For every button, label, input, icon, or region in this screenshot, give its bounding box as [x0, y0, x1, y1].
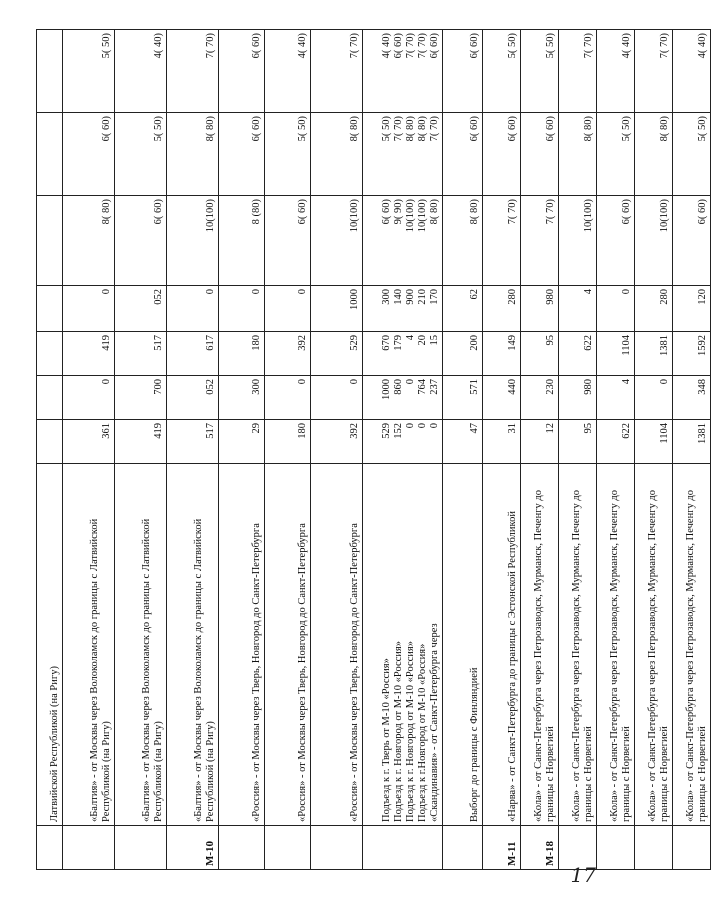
table-row — [559, 30, 597, 870]
cell-value: 622 — [582, 335, 594, 351]
value-cell-c4 — [115, 286, 167, 332]
value-cell-c1 — [673, 420, 711, 464]
cell-value: 0 — [100, 289, 112, 295]
value-cell-c4 — [37, 286, 63, 332]
cell-value: 7( 70) — [658, 33, 670, 59]
value-cell-c5 — [265, 196, 311, 286]
cell-value: 170 — [429, 289, 440, 305]
value-cell-c7 — [311, 30, 363, 113]
cell-value: 419 — [152, 423, 164, 439]
value-cell-c7 — [265, 30, 311, 113]
cell-value: 980 — [582, 379, 594, 395]
cell-value: 1381 — [658, 335, 670, 356]
value-cell-c3 — [115, 332, 167, 376]
road-code — [265, 826, 311, 870]
cell-value: 4 — [620, 379, 632, 385]
road-description — [219, 464, 265, 826]
cell-value: 6( 60) — [696, 199, 708, 225]
value-cell-c7 — [483, 30, 521, 113]
value-cell-c5 — [483, 196, 521, 286]
value-cell-c3 — [265, 332, 311, 376]
cell-value: 280 — [506, 289, 518, 305]
value-cell-c1 — [219, 420, 265, 464]
cell-value: 0 — [429, 423, 440, 429]
road-code — [311, 826, 363, 870]
description-line: «Россия» - от Москвы через Тверь, Новгород до Санкт-Петербурга — [296, 523, 308, 822]
value-cell-c5 — [311, 196, 363, 286]
cell-value: 7( 70) — [417, 33, 428, 59]
value-cell-c1 — [559, 420, 597, 464]
value-cell-c1 — [63, 420, 115, 464]
road-description — [443, 464, 483, 826]
cell-value: 29 — [250, 423, 262, 434]
cell-value: 6( 60) — [393, 33, 404, 59]
roads-table — [36, 29, 711, 870]
cell-value: 10(100) — [405, 199, 416, 233]
value-cell-c7 — [559, 30, 597, 113]
cell-value: 6( 60) — [250, 33, 262, 59]
value-cell-c6 — [37, 113, 63, 196]
value-cell-c5 — [63, 196, 115, 286]
description-line: «Кола» - от Санкт-Петербурга через Петрозаводск, Мурманск, Печенгу до границы с Норвегией — [646, 490, 670, 822]
cell-value: 6( 60) — [250, 116, 262, 142]
value-cell-c6 — [167, 113, 219, 196]
value-cell-c2 — [521, 376, 559, 420]
cell-value: 62 — [468, 289, 480, 300]
value-cell-c2 — [265, 376, 311, 420]
road-description — [37, 464, 63, 826]
value-cell-c3 — [483, 332, 521, 376]
road-code — [115, 826, 167, 870]
cell-value: 392 — [348, 423, 360, 439]
cell-value: 300 — [250, 379, 262, 395]
road-description — [521, 464, 559, 826]
table-row — [635, 30, 673, 870]
description-line: «Балтия» - от Москвы через Волоколамск до границы с Латвийской Республикой (на Ригу) — [192, 518, 216, 822]
value-cell-c2 — [219, 376, 265, 420]
value-cell-c6 — [521, 113, 559, 196]
cell-value: 6( 60) — [100, 116, 112, 142]
road-code — [673, 826, 711, 870]
cell-value: 1592 — [696, 335, 708, 356]
value-cell-c5 — [597, 196, 635, 286]
cell-value: 230 — [544, 379, 556, 395]
value-cell-c7 — [219, 30, 265, 113]
description-line: «Кола» - от Санкт-Петербурга через Петрозаводск, Мурманск, Печенгу до границы с Норвегией — [684, 490, 708, 822]
value-cell-c3 — [443, 332, 483, 376]
description-line: Латвийской Республикой (на Ригу) — [48, 666, 60, 822]
cell-value: 392 — [296, 335, 308, 351]
value-cell-c2 — [363, 376, 443, 420]
value-cell-c5 — [443, 196, 483, 286]
road-description — [559, 464, 597, 826]
value-cell-c5 — [37, 196, 63, 286]
cell-value: 6( 60) — [429, 33, 440, 59]
value-cell-c4 — [483, 286, 521, 332]
cell-value: 1000 — [381, 379, 392, 400]
cell-value: 8( 80) — [417, 116, 428, 142]
value-cell-c6 — [115, 113, 167, 196]
value-cell-c3 — [363, 332, 443, 376]
cell-value: 361 — [100, 423, 112, 439]
value-cell-c4 — [265, 286, 311, 332]
table-row — [311, 30, 363, 870]
cell-value: 5( 50) — [152, 116, 164, 142]
table-row — [265, 30, 311, 870]
cell-value: 0 — [417, 423, 428, 429]
cell-value: 95 — [582, 423, 594, 434]
value-cell-c7 — [63, 30, 115, 113]
table-row — [37, 30, 63, 870]
cell-value: 7( 70) — [348, 33, 360, 59]
cell-value: 4( 40) — [152, 33, 164, 59]
cell-value: 529 — [348, 335, 360, 351]
table-body — [37, 30, 711, 870]
description-line: Подъезд к г. Тверь от М-10 «Россия» — [380, 658, 392, 822]
cell-value: 95 — [544, 335, 556, 346]
value-cell-c7 — [167, 30, 219, 113]
cell-value: 7( 70) — [204, 33, 216, 59]
cell-value: 5( 50) — [100, 33, 112, 59]
cell-value: 152 — [393, 423, 404, 439]
road-description — [167, 464, 219, 826]
table-row — [363, 30, 443, 870]
value-cell-c4 — [363, 286, 443, 332]
value-cell-c3 — [559, 332, 597, 376]
description-line: «Скандинавия» - от Санкт-Петербурга через — [428, 623, 440, 822]
description-line: Подъезд к г. Новгород от М-10 «Россия» — [392, 640, 404, 822]
cell-value: 700 — [152, 379, 164, 395]
road-description — [635, 464, 673, 826]
cell-value: 12 — [544, 423, 556, 434]
value-cell-c5 — [521, 196, 559, 286]
description-line: «Кола» - от Санкт-Петербурга через Петрозаводск, Мурманск, Печенгу до границы с Норвегией — [608, 490, 632, 822]
cell-value: 179 — [393, 335, 404, 351]
cell-value: 4( 40) — [620, 33, 632, 59]
road-code: М-11 — [483, 826, 521, 870]
value-cell-c6 — [559, 113, 597, 196]
road-code — [443, 826, 483, 870]
value-cell-c6 — [311, 113, 363, 196]
value-cell-c4 — [443, 286, 483, 332]
cell-value: 980 — [544, 289, 556, 305]
description-line: «Россия» - от Москвы через Тверь, Новгород до Санкт-Петербурга — [250, 523, 262, 822]
cell-value: 0 — [204, 289, 216, 295]
cell-value: 052 — [152, 289, 164, 305]
cell-value: 8( 80) — [405, 116, 416, 142]
cell-value: 5( 50) — [381, 116, 392, 142]
cell-value: 7( 70) — [393, 116, 404, 142]
cell-value: 7( 70) — [405, 33, 416, 59]
value-cell-c4 — [559, 286, 597, 332]
value-cell-c1 — [521, 420, 559, 464]
value-cell-c2 — [673, 376, 711, 420]
description-line: «Кола» - от Санкт-Петербурга через Петрозаводск, Мурманск, Печенгу до границы с Норвегией — [532, 490, 556, 822]
value-cell-c5 — [635, 196, 673, 286]
value-cell-c5 — [559, 196, 597, 286]
value-cell-c1 — [167, 420, 219, 464]
road-description — [597, 464, 635, 826]
table-row — [63, 30, 115, 870]
road-code — [363, 826, 443, 870]
road-code — [635, 826, 673, 870]
cell-value: 1104 — [620, 335, 632, 356]
value-cell-c5 — [115, 196, 167, 286]
cell-value: 900 — [405, 289, 416, 305]
value-cell-c2 — [597, 376, 635, 420]
value-cell-c1 — [115, 420, 167, 464]
value-cell-c2 — [559, 376, 597, 420]
value-cell-c1 — [311, 420, 363, 464]
cell-value: 7( 70) — [429, 116, 440, 142]
value-cell-c4 — [635, 286, 673, 332]
value-cell-c3 — [63, 332, 115, 376]
cell-value: 6( 60) — [544, 116, 556, 142]
value-cell-c1 — [483, 420, 521, 464]
cell-value: 5( 50) — [544, 33, 556, 59]
value-cell-c6 — [597, 113, 635, 196]
cell-value: 6( 60) — [620, 199, 632, 225]
description-line: Подъезд к г. Новгород от М-10 «Россия» — [404, 640, 416, 822]
cell-value: 6( 60) — [381, 199, 392, 225]
value-cell-c3 — [635, 332, 673, 376]
value-cell-c7 — [597, 30, 635, 113]
cell-value: 10(100) — [582, 199, 594, 233]
road-code — [219, 826, 265, 870]
cell-value: 20 — [417, 335, 428, 346]
value-cell-c4 — [311, 286, 363, 332]
value-cell-c7 — [37, 30, 63, 113]
value-cell-c3 — [597, 332, 635, 376]
value-cell-c2 — [115, 376, 167, 420]
road-code: М-18 — [521, 826, 559, 870]
rotated-document-page — [36, 30, 708, 870]
value-cell-c1 — [37, 420, 63, 464]
value-cell-c7 — [443, 30, 483, 113]
value-cell-c6 — [673, 113, 711, 196]
value-cell-c4 — [521, 286, 559, 332]
cell-value: 10(100) — [204, 199, 216, 233]
cell-value: 210 — [417, 289, 428, 305]
cell-value: 8( 80) — [429, 199, 440, 225]
road-description — [115, 464, 167, 826]
cell-value: 0 — [250, 289, 262, 295]
value-cell-c4 — [167, 286, 219, 332]
road-description — [311, 464, 363, 826]
cell-value: 7( 70) — [582, 33, 594, 59]
value-cell-c1 — [443, 420, 483, 464]
cell-value: 8( 80) — [100, 199, 112, 225]
road-description — [363, 464, 443, 826]
value-cell-c4 — [63, 286, 115, 332]
value-cell-c5 — [167, 196, 219, 286]
description-line: «Кола» - от Санкт-Петербурга через Петрозаводск, Мурманск, Печенгу до границы с Норвегией — [570, 490, 594, 822]
cell-value: 517 — [204, 423, 216, 439]
value-cell-c7 — [673, 30, 711, 113]
cell-value: 052 — [204, 379, 216, 395]
value-cell-c2 — [37, 376, 63, 420]
cell-value: 517 — [152, 335, 164, 351]
value-cell-c7 — [521, 30, 559, 113]
cell-value: 0 — [405, 423, 416, 429]
cell-value: 860 — [393, 379, 404, 395]
table-row — [219, 30, 265, 870]
value-cell-c7 — [635, 30, 673, 113]
cell-value: 8( 80) — [348, 116, 360, 142]
cell-value: 0 — [348, 379, 360, 385]
cell-value: 10(100) — [348, 199, 360, 233]
cell-value: 0 — [405, 379, 416, 385]
cell-value: 0 — [658, 379, 670, 385]
cell-value: 0 — [620, 289, 632, 295]
cell-value: 10(100) — [658, 199, 670, 233]
cell-value: 6( 60) — [506, 116, 518, 142]
cell-value: 31 — [506, 423, 518, 434]
value-cell-c5 — [219, 196, 265, 286]
cell-value: 4 — [405, 335, 416, 341]
cell-value: 617 — [204, 335, 216, 351]
cell-value: 15 — [429, 335, 440, 346]
value-cell-c1 — [363, 420, 443, 464]
cell-value: 1104 — [658, 423, 670, 444]
cell-value: 8( 80) — [658, 116, 670, 142]
value-cell-c1 — [265, 420, 311, 464]
road-code: М-10 — [167, 826, 219, 870]
cell-value: 6( 60) — [152, 199, 164, 225]
table-row — [483, 30, 521, 870]
cell-value: 670 — [381, 335, 392, 351]
cell-value: 7( 70) — [506, 199, 518, 225]
value-cell-c2 — [635, 376, 673, 420]
value-cell-c6 — [219, 113, 265, 196]
cell-value: 6( 60) — [468, 33, 480, 59]
value-cell-c3 — [219, 332, 265, 376]
value-cell-c3 — [673, 332, 711, 376]
table-row — [115, 30, 167, 870]
cell-value: 0 — [100, 379, 112, 385]
cell-value: 7( 70) — [544, 199, 556, 225]
cell-value: 9( 90) — [393, 199, 404, 225]
cell-value: 571 — [468, 379, 480, 395]
cell-value: 8 (80) — [250, 199, 262, 225]
value-cell-c2 — [63, 376, 115, 420]
cell-value: 4( 40) — [381, 33, 392, 59]
cell-value: 280 — [658, 289, 670, 305]
cell-value: 140 — [393, 289, 404, 305]
value-cell-c4 — [673, 286, 711, 332]
value-cell-c3 — [167, 332, 219, 376]
cell-value: 348 — [696, 379, 708, 395]
table-row — [673, 30, 711, 870]
value-cell-c3 — [521, 332, 559, 376]
table-row — [167, 30, 219, 870]
description-line: Выборг до границы с Финляндией — [468, 667, 480, 822]
value-cell-c6 — [363, 113, 443, 196]
description-line: Подъезд к г.Новгород от М-10 «Россия» — [416, 643, 428, 822]
cell-value: 529 — [381, 423, 392, 439]
value-cell-c7 — [115, 30, 167, 113]
value-cell-c6 — [265, 113, 311, 196]
cell-value: 180 — [296, 423, 308, 439]
value-cell-c2 — [483, 376, 521, 420]
cell-value: 764 — [417, 379, 428, 395]
cell-value: 180 — [250, 335, 262, 351]
description-line: «Россия» - от Москвы через Тверь, Новгород до Санкт-Петербурга — [348, 523, 360, 822]
road-description — [483, 464, 521, 826]
value-cell-c7 — [363, 30, 443, 113]
table-row — [443, 30, 483, 870]
value-cell-c6 — [635, 113, 673, 196]
road-description — [265, 464, 311, 826]
value-cell-c2 — [443, 376, 483, 420]
description-line: «Балтия» - от Москвы через Волоколамск до границы с Латвийской Республикой (на Ригу) — [88, 518, 112, 822]
cell-value: 8( 80) — [468, 199, 480, 225]
value-cell-c3 — [37, 332, 63, 376]
road-description — [63, 464, 115, 826]
cell-value: 47 — [468, 423, 480, 434]
cell-value: 8( 80) — [582, 116, 594, 142]
cell-value: 5( 50) — [296, 116, 308, 142]
value-cell-c4 — [597, 286, 635, 332]
cell-value: 4( 40) — [696, 33, 708, 59]
cell-value: 120 — [696, 289, 708, 305]
road-code — [597, 826, 635, 870]
table-row — [521, 30, 559, 870]
cell-value: 6( 60) — [468, 116, 480, 142]
value-cell-c2 — [311, 376, 363, 420]
cell-value: 4( 40) — [296, 33, 308, 59]
cell-value: 4 — [582, 289, 594, 295]
cell-value: 419 — [100, 335, 112, 351]
cell-value: 237 — [429, 379, 440, 395]
cell-value: 622 — [620, 423, 632, 439]
table-row — [597, 30, 635, 870]
page-number: 17 — [570, 863, 596, 887]
cell-value: 200 — [468, 335, 480, 351]
cell-value: 0 — [296, 289, 308, 295]
cell-value: 300 — [381, 289, 392, 305]
cell-value: 5( 50) — [506, 33, 518, 59]
cell-value: 5( 50) — [620, 116, 632, 142]
value-cell-c5 — [673, 196, 711, 286]
cell-value: 0 — [296, 379, 308, 385]
cell-value: 8( 80) — [204, 116, 216, 142]
value-cell-c6 — [63, 113, 115, 196]
road-description — [673, 464, 711, 826]
value-cell-c4 — [219, 286, 265, 332]
value-cell-c2 — [167, 376, 219, 420]
cell-value: 1000 — [348, 289, 360, 310]
value-cell-c3 — [311, 332, 363, 376]
description-line: «Балтия» - от Москвы через Волоколамск до границы с Латвийской Республикой (на Ригу) — [140, 518, 164, 822]
cell-value: 149 — [506, 335, 518, 351]
value-cell-c6 — [443, 113, 483, 196]
value-cell-c1 — [635, 420, 673, 464]
road-code — [63, 826, 115, 870]
cell-value: 5( 50) — [696, 116, 708, 142]
cell-value: 1381 — [696, 423, 708, 444]
value-cell-c6 — [483, 113, 521, 196]
cell-value: 440 — [506, 379, 518, 395]
cell-value: 10(100) — [417, 199, 428, 233]
cell-value: 6( 60) — [296, 199, 308, 225]
value-cell-c1 — [597, 420, 635, 464]
value-cell-c5 — [363, 196, 443, 286]
road-code — [37, 826, 63, 870]
description-line: «Нарва» - от Санкт-Петербурга до границы с Эстонской Республикой — [506, 511, 518, 822]
